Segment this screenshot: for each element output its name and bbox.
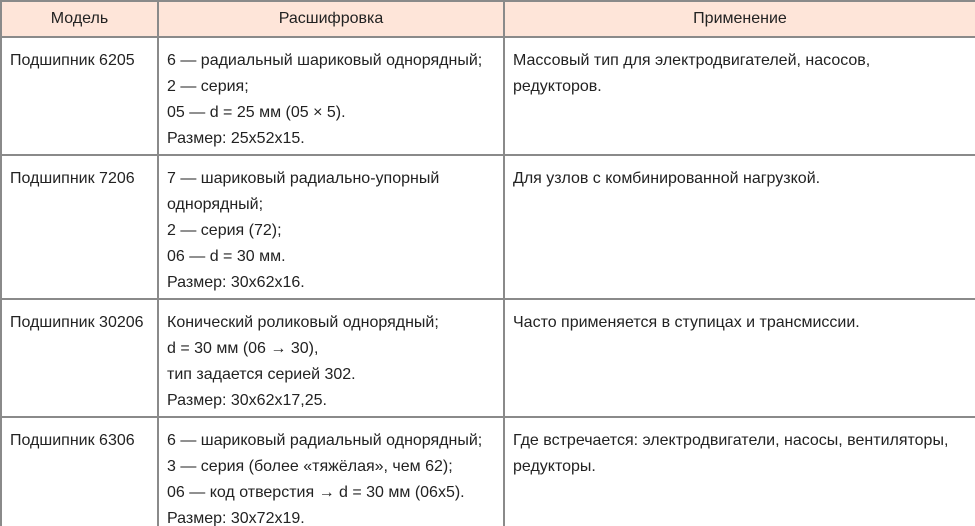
decoding-cell bbox=[158, 37, 504, 155]
model-cell bbox=[1, 417, 158, 526]
model-cell bbox=[1, 299, 158, 417]
application-cell bbox=[504, 299, 975, 417]
text-line: 06 — код отверстия → d = 30 мм (06х5). bbox=[167, 484, 465, 501]
text-line: 05 — d = 25 мм (05 × 5). bbox=[167, 104, 346, 121]
model-label: Подшипник 30206 bbox=[10, 314, 144, 331]
model-label: Подшипник 6306 bbox=[10, 432, 135, 449]
text-line: редукторы. bbox=[513, 458, 596, 475]
table-body bbox=[1, 37, 975, 526]
text-line: Массовый тип для электродвигателей, насосов, bbox=[513, 52, 871, 69]
text-line: 7 — шариковый радиально-упорный bbox=[167, 170, 440, 187]
model-cell bbox=[1, 37, 158, 155]
text-line: Размер: 30х72х19. bbox=[167, 510, 305, 526]
table-row bbox=[1, 299, 975, 417]
text-line: 6 — шариковый радиальный однорядный; bbox=[167, 432, 483, 449]
text-line: Размер: 30х62х16. bbox=[167, 274, 305, 291]
text-line: редукторов. bbox=[513, 78, 602, 95]
text-line: 2 — серия; bbox=[167, 78, 249, 95]
text-line: однорядный; bbox=[167, 196, 264, 213]
table-row bbox=[1, 155, 975, 299]
table-header bbox=[1, 1, 975, 37]
text-line: 6 — радиальный шариковый однорядный; bbox=[167, 52, 483, 69]
table-row bbox=[1, 37, 975, 155]
text-line: тип задается серией 302. bbox=[167, 366, 356, 383]
model-label: Подшипник 7206 bbox=[10, 170, 135, 187]
header-row bbox=[1, 1, 975, 37]
text-line: 2 — серия (72); bbox=[167, 222, 282, 239]
application-cell bbox=[504, 37, 975, 155]
text-line: Где встречается: электродвигатели, насосы, вентиляторы, bbox=[513, 432, 949, 449]
model-label: Подшипник 6205 bbox=[10, 52, 135, 69]
text-line: Конический роликовый однорядный; bbox=[167, 314, 439, 331]
column-header-decoding: Расшифровка bbox=[158, 1, 504, 37]
decoding-cell bbox=[158, 299, 504, 417]
text-line: Часто применяется в ступицах и трансмиссии. bbox=[513, 314, 860, 331]
decoding-cell bbox=[158, 417, 504, 526]
decoding-cell bbox=[158, 155, 504, 299]
model-cell bbox=[1, 155, 158, 299]
text-line: 3 — серия (более «тяжёлая», чем 62); bbox=[167, 458, 453, 475]
application-cell bbox=[504, 417, 975, 526]
text-line: Размер: 30х62х17,25. bbox=[167, 392, 327, 409]
column-header-model: Модель bbox=[1, 1, 158, 37]
application-cell bbox=[504, 155, 975, 299]
column-header-application: Применение bbox=[504, 1, 975, 37]
text-line: 06 — d = 30 мм. bbox=[167, 248, 286, 265]
text-line: Для узлов с комбинированной нагрузкой. bbox=[513, 170, 821, 187]
table-row bbox=[1, 417, 975, 526]
text-line: d = 30 мм (06 → 30), bbox=[167, 340, 319, 357]
text-line: Размер: 25х52х15. bbox=[167, 130, 305, 147]
